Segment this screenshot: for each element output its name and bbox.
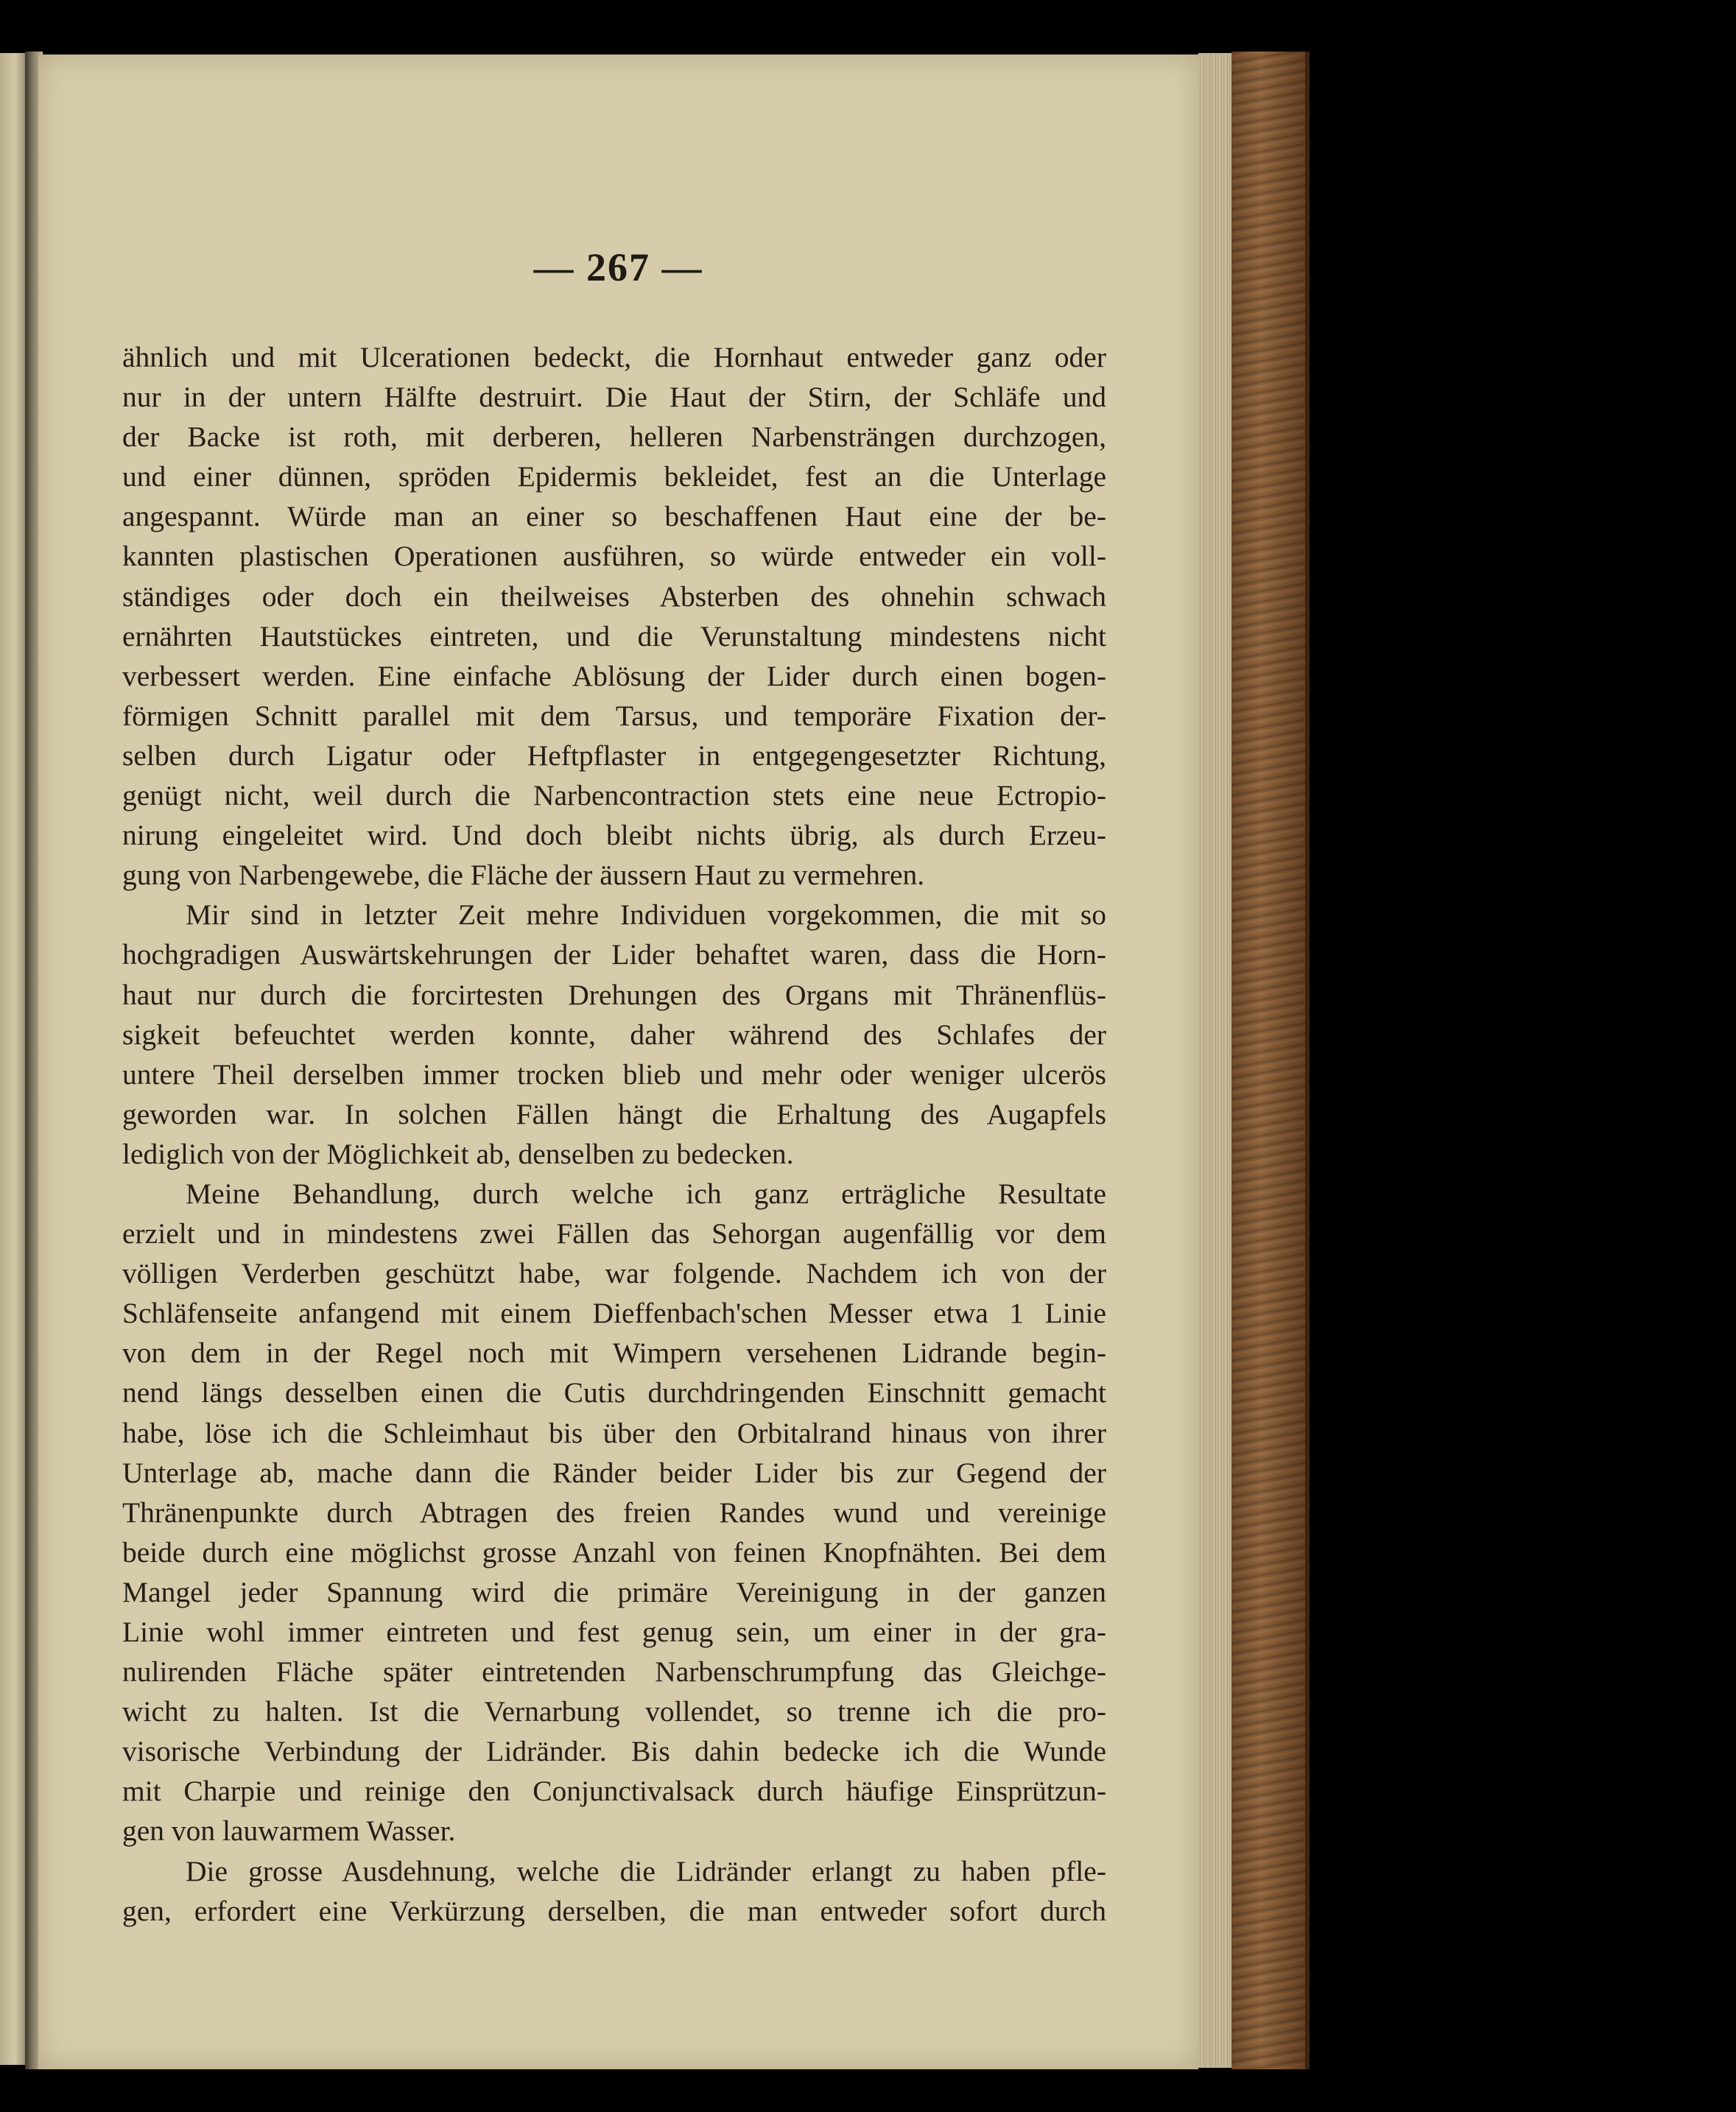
text-line: Linie wohl immer eintreten und fest genug sein, um einer in der gra- [122, 1616, 1106, 1648]
text-line: völligen Verderben geschützt habe, war folgende. Nachdem ich von der [122, 1257, 1106, 1290]
body-text [122, 337, 1106, 1931]
text-line: nulirenden Fläche später eintretenden Narbenschrumpfung das Gleichge- [122, 1655, 1106, 1689]
text-line: förmigen Schnitt parallel mit dem Tarsus, und temporäre Fixation der- [122, 699, 1106, 732]
text-line: gen, erfordert eine Verkürzung derselben, die man entweder sofort durch [122, 1894, 1106, 1927]
text-line: von dem in der Regel noch mit Wimpern versehenen Lidrande begin- [122, 1337, 1106, 1370]
text-line: gen von lauwarmem Wasser. [122, 1814, 456, 1848]
text-line: Thränenpunkte durch Abtragen des freien Randes wund und vereinige [122, 1496, 1106, 1529]
text-line: Mir sind in letzter Zeit mehre Individuen vorgekommen, die mit so [186, 898, 1106, 932]
text-line: kannten plastischen Operationen ausführen, so würde entweder ein voll- [122, 540, 1106, 573]
text-line: Unterlage ab, mache dann die Ränder beider Lider bis zur Gegend der [122, 1456, 1106, 1489]
text-line: Meine Behandlung, durch welche ich ganz erträgliche Resultate [186, 1177, 1106, 1210]
text-line: Die grosse Ausdehnung, welche die Lidränder erlangt zu haben pfle- [186, 1854, 1106, 1887]
text-line: haut nur durch die forcirtesten Drehungen des Organs mit Thränenflüs- [122, 978, 1106, 1011]
text-line: und einer dünnen, spröden Epidermis bekleidet, fest an die Unterlage [122, 460, 1106, 493]
text-line: der Backe ist roth, mit derberen, helleren Narbensträngen durchzogen, [122, 420, 1106, 454]
text-line: sigkeit befeuchtet werden konnte, daher während des Schlafes der [122, 1018, 1106, 1051]
text-line: visorische Verbindung der Lidränder. Bis dahin bedecke ich die Wunde [122, 1735, 1106, 1768]
text-line: ständiges oder doch ein theilweises Absterben des ohnehin schwach [122, 580, 1106, 613]
text-line: Schläfenseite anfangend mit einem Dieffenbach'schen Messer etwa 1 Linie [122, 1297, 1106, 1330]
text-line: ähnlich und mit Ulcerationen bedeckt, die Hornhaut entweder ganz oder [122, 341, 1106, 373]
text-line: hochgradigen Auswärtskehrungen der Lider behaftet waren, dass die Horn- [122, 938, 1106, 971]
text-line: Mangel jeder Spannung wird die primäre Vereinigung in der ganzen [122, 1575, 1106, 1608]
text-line: angespannt. Würde man an einer so beschaffenen Haut eine der be- [122, 500, 1106, 533]
text-line: geworden war. In solchen Fällen hängt die Erhaltung des Augapfels [122, 1097, 1106, 1130]
text-line: habe, löse ich die Schleimhaut bis über den Orbitalrand hinaus von ihrer [122, 1416, 1106, 1449]
text-line: mit Charpie und reinige den Conjunctivalsack durch häufige Einsprützun- [122, 1775, 1106, 1808]
text-line: nend längs desselben einen die Cutis durchdringenden Einschnitt gemacht [122, 1376, 1106, 1409]
book-page [38, 54, 1198, 2069]
text-line: erzielt und in mindestens zwei Fällen das Sehorgan augenfällig vor dem [122, 1217, 1106, 1250]
text-line: nirung eingeleitet wird. Und doch bleibt nichts übrig, als durch Erzeu- [122, 819, 1106, 852]
text-line: beide durch eine möglichst grosse Anzahl von feinen Knopfnähten. Bei dem [122, 1535, 1106, 1569]
text-line: lediglich von der Möglichkeit ab, denselben zu bedecken. [122, 1137, 794, 1170]
text-line: verbessert werden. Eine einfache Ablösung der Lider durch einen bogen- [122, 659, 1106, 692]
text-line: nur in der untern Hälfte destruirt. Die Haut der Stirn, der Schläfe und [122, 381, 1106, 414]
page-block-edges [1198, 53, 1231, 2068]
text-line: gung von Narbengewebe, die Fläche der äussern Haut zu vermehren. [122, 859, 925, 892]
text-line: wicht zu halten. Ist die Vernarbung vollendet, so trenne ich die pro- [122, 1695, 1106, 1728]
text-line: untere Theil derselben immer trocken blieb und mehr oder weniger ulcerös [122, 1057, 1106, 1091]
text-line: selben durch Ligatur oder Heftpflaster in entgegengesetzter Richtung, [122, 739, 1106, 772]
text-line: ernährten Hautstückes eintreten, und die Verunstaltung mindestens nicht [122, 619, 1106, 652]
previous-page-edge [0, 53, 25, 2065]
cover-edge [1305, 52, 1310, 2069]
text-line: genügt nicht, weil durch die Narbencontraction stets eine neue Ectropio- [122, 779, 1106, 812]
book-cover [1231, 52, 1305, 2069]
page-number: — 267 — [533, 245, 703, 289]
